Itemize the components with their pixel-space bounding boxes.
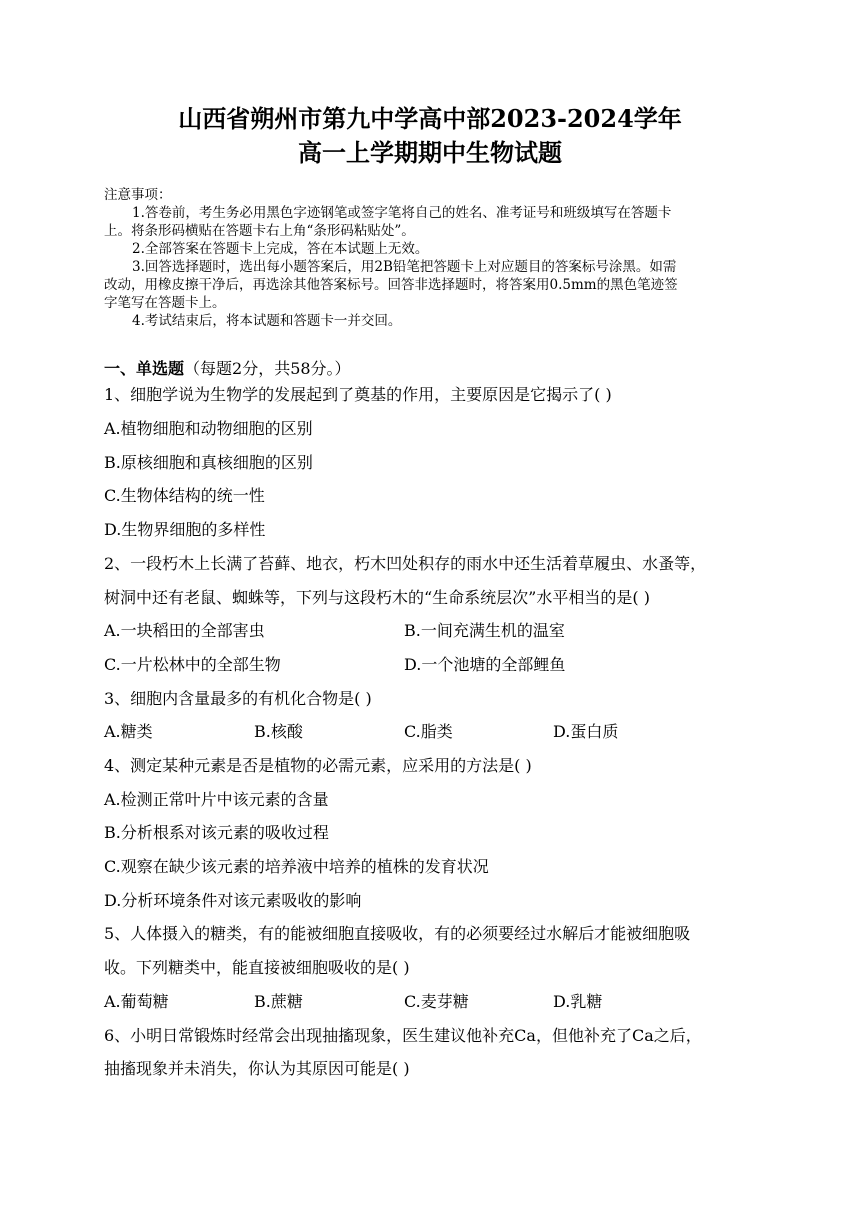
question-6-stem-line1: 6、小明日常锻炼时经常会出现抽搐现象，医生建议他补充Ca，但他补充了Ca之后，	[104, 1026, 702, 1045]
exam-title-line2: 高一上学期期中生物试题	[298, 138, 562, 167]
question-4-option-a: A.检测正常叶片中该元素的含量	[104, 790, 329, 809]
question-5-stem-line1: 5、人体摄入的糖类，有的能被细胞直接吸收，有的必须要经过水解后才能被细胞吸	[104, 924, 691, 943]
question-2-stem-line1: 2、一段朽木上长满了苔藓、地衣，朽木凹处积存的雨水中还生活着草履虫、水蚤等，	[104, 554, 707, 573]
question-5-stem-line2: 收。下列糖类中，能直接被细胞吸收的是( )	[104, 958, 410, 977]
question-2-option-b: B.一间充满生机的温室	[404, 621, 565, 640]
question-3-option-c: C.脂类	[404, 722, 453, 741]
question-1-option-c: C.生物体结构的统一性	[104, 486, 265, 505]
notice-heading: 注意事项：	[104, 187, 172, 203]
notice-item-1b: 上。将条形码横贴在答题卡右上角“条形码粘贴处”。	[104, 223, 415, 239]
exam-title-line1: 山西省朔州市第九中学高中部2023-2024学年	[178, 104, 682, 133]
question-5-option-d: D.乳糖	[553, 992, 603, 1011]
notice-item-3c: 字笔写在答题卡上。	[104, 295, 226, 311]
notice-item-3a: 3.回答选择题时，选出每小题答案后，用2B铅笔把答题卡上对应题目的答案标号涂黑。如需	[132, 259, 677, 275]
section-heading: 一、单选题	[104, 359, 185, 378]
question-5-option-c: C.麦芽糖	[404, 992, 469, 1011]
notice-item-3b: 改动，用橡皮擦干净后，再选涂其他答案标号。回答非选择题时，将答案用0.5mm的黑色笔迹签	[104, 277, 678, 293]
question-3-option-a: A.糖类	[104, 722, 153, 741]
question-2-option-c: C.一片松林中的全部生物	[104, 655, 281, 674]
question-4-option-d: D.分析环境条件对该元素吸收的影响	[104, 891, 362, 910]
question-2-option-a: A.一块稻田的全部害虫	[104, 621, 265, 640]
notice-item-2: 2.全部答案在答题卡上完成，答在本试题上无效。	[132, 241, 429, 257]
question-2-stem-line2: 树洞中还有老鼠、蜘蛛等，下列与这段朽木的“生命系统层次”水平相当的是( )	[104, 588, 650, 607]
question-2-option-d: D.一个池塘的全部鲤鱼	[404, 655, 566, 674]
question-5-option-b: B.蔗糖	[254, 992, 303, 1011]
question-1-stem: 1、细胞学说为生物学的发展起到了奠基的作用，主要原因是它揭示了( )	[104, 385, 612, 404]
question-1-option-a: A.植物细胞和动物细胞的区别	[104, 419, 313, 438]
section-title	[104, 358, 764, 380]
question-1-option-b: B.原核细胞和真核细胞的区别	[104, 453, 313, 472]
exam-notice	[104, 186, 754, 330]
question-4-option-c: C.观察在缺少该元素的培养液中培养的植株的发育状况	[104, 857, 489, 876]
question-1-option-d: D.生物界细胞的多样性	[104, 520, 266, 539]
question-5-option-a: A.葡萄糖	[104, 992, 169, 1011]
question-3-option-d: D.蛋白质	[553, 722, 619, 741]
notice-item-4: 4.考试结束后，将本试题和答题卡一并交回。	[132, 313, 402, 329]
question-6-stem-line2: 抽搐现象并未消失，你认为其原因可能是( )	[104, 1059, 410, 1078]
question-3-stem: 3、细胞内含量最多的有机化合物是( )	[104, 689, 372, 708]
section-note: （每题2分，共58分。）	[184, 359, 351, 378]
question-4-option-b: B.分析根系对该元素的吸收过程	[104, 823, 329, 842]
notice-item-1a: 1.答卷前，考生务必用黑色字迹钢笔或签字笔将自己的姓名、准考证号和班级填写在答题卡	[132, 205, 672, 221]
question-3-option-b: B.核酸	[254, 722, 303, 741]
question-4-stem: 4、测定某种元素是否是植物的必需元素，应采用的方法是( )	[104, 756, 532, 775]
